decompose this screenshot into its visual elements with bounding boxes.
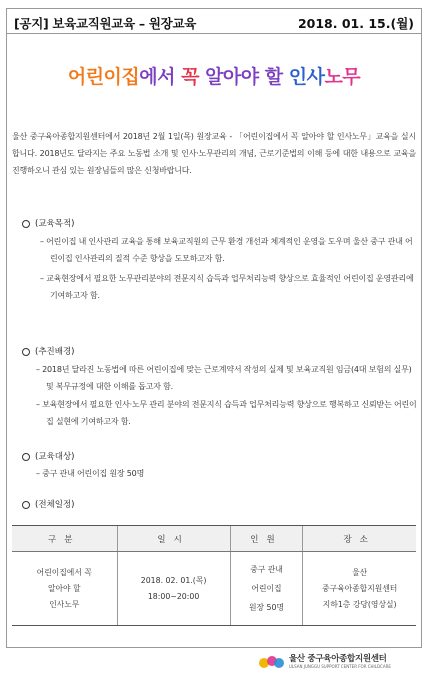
list-item: – 어린이집 내 인사관리 교육을 통해 보육교직원의 근무 환경 개선과 체계적인 운영을 도우며 울산 중구 관내 어린이집 인사관리의 질적 수준 향상을 도모하고자 함. <box>40 237 413 263</box>
section-title: (전체일정) <box>35 500 75 510</box>
logo-subtitle: ULSAN JUNGGU SUPPORT CENTER FOR CHILDCARE <box>289 664 391 669</box>
cell-people: 중구 관내 어린이집 원장 50명 <box>230 552 303 626</box>
headline-part-1: 어린이집 <box>67 66 140 88</box>
cell-datetime: 2018. 02. 01.(목) 18:00~20:00 <box>117 552 230 626</box>
column-header: 구분 <box>12 526 117 552</box>
column-header: 일시 <box>117 526 230 552</box>
notice-date: 2018. 01. 15.(월) <box>297 16 414 31</box>
cell-category: 어린이집에서 꼭 알아야 할 인사노무 <box>12 552 117 626</box>
intro-paragraph: 울산 중구육아종합지원센터에서 2018년 2월 1일(목) 원장교육 - 「어린이집에서 꼭 알아야 할 인사노무」교육을 실시합니다. 2018년도 달라지는 주요 노동법 소개 및 인사·노무관리의 개념, 근로기준법의 이해 등에 대한 내용으로 교육을 진행하오니 관심 있는 원장님들의 많은 신청바랍니다. <box>12 132 416 175</box>
headline-part-3: 꼭 <box>181 66 199 88</box>
headline-part-2: 에서 <box>139 66 182 88</box>
logo-name: 울산 중구육아종합지원센터 <box>289 654 387 664</box>
column-header: 장소 <box>303 526 416 552</box>
schedule-table <box>12 525 416 626</box>
section-schedule <box>22 497 418 513</box>
headline-part-5: 인사 <box>288 66 325 88</box>
list-item: – 중구 관내 어린이집 원장 50명 <box>36 469 145 478</box>
circle-bullet-icon <box>22 453 30 461</box>
list-item: – 교육현장에서 필요한 노무관리분야의 전문지식 습득과 업무처리능력 향상으로 효율적인 어린이집 운영관리에 기여하고자 함. <box>40 274 414 300</box>
center-logo-icon <box>258 653 286 671</box>
table-row <box>12 552 416 626</box>
headline-part-6: 노무 <box>324 66 361 88</box>
center-logo <box>258 653 391 671</box>
cell-place: 울산 중구육아종합지원센터 지하1층 강당(영상실) <box>303 552 416 626</box>
section-title: (교육대상) <box>35 452 75 462</box>
headline-part-4: 알아야 할 <box>198 66 289 88</box>
section-target <box>22 449 418 483</box>
notice-title: [공지] 보육교직원교육 – 원장교육 <box>14 16 197 31</box>
table-header-row <box>12 526 416 552</box>
section-title: (교육목적) <box>35 219 75 229</box>
header-divider <box>6 33 422 34</box>
list-item: – 보육현장에서 필요한 인사·노무 관리 분야의 전문지식 습득과 업무처리능력 향상으로 행복하고 신뢰받는 어린이집 실현에 기여하고자 함. <box>36 400 417 426</box>
circle-bullet-icon <box>22 501 30 509</box>
section-purpose <box>22 216 418 304</box>
headline <box>0 62 428 89</box>
column-header: 인원 <box>230 526 303 552</box>
list-item: – 2018년 달라진 노동법에 따른 어린이집에 맞는 근로계약서 작성의 실제 및 보육교직원 임금(4대 보험의 실무) 및 복무규정에 대한 이해를 돕고자 함. <box>36 365 412 391</box>
circle-bullet-icon <box>22 220 30 228</box>
circle-bullet-icon <box>22 348 30 356</box>
section-background <box>22 344 418 430</box>
section-title: (추진배경) <box>35 347 75 357</box>
